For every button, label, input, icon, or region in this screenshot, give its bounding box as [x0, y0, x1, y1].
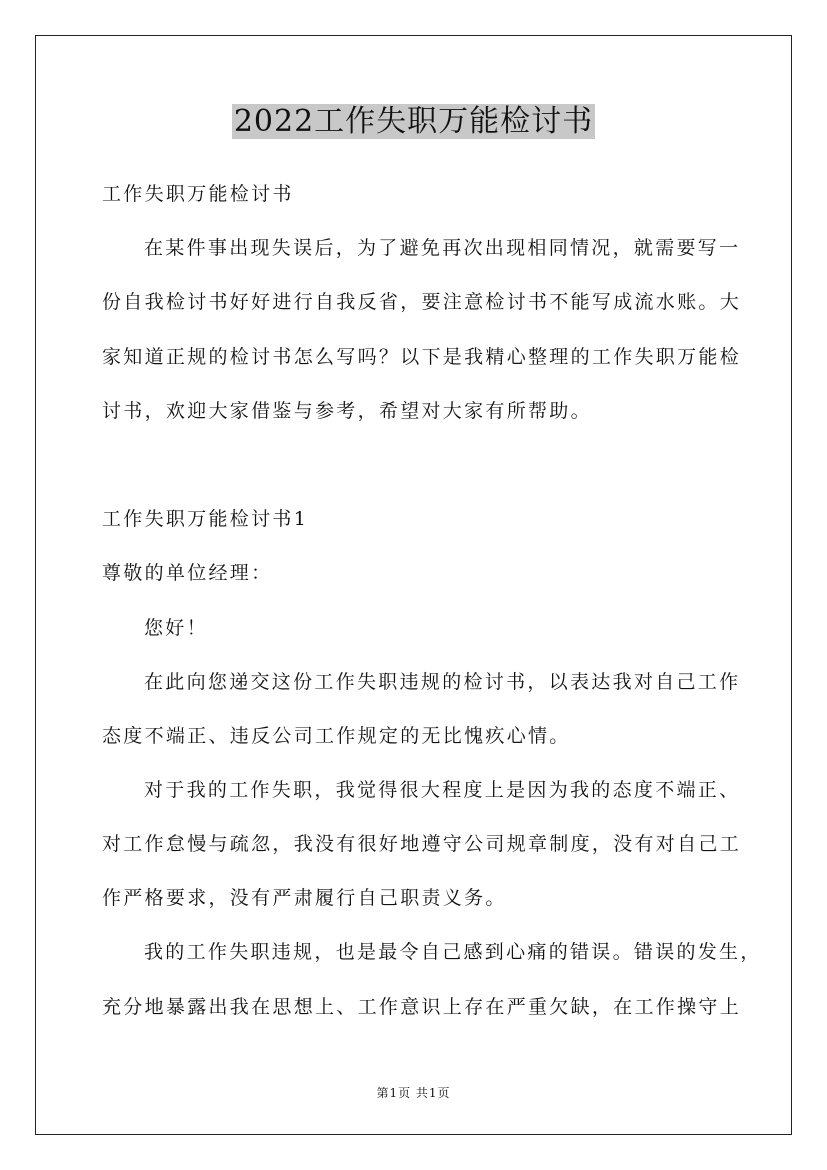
document-title: 2022工作失职万能检讨书 — [233, 104, 594, 139]
para3-line-1: 我的工作失职违规，也是最令自己感到心痛的错误。错误的发生， — [144, 941, 762, 963]
para3-line-2: 充分地暴露出我在思想上、工作意识上存在严重欠缺，在工作操守上 — [102, 996, 742, 1018]
para1-line-1: 在此向您递交这份工作失职违规的检讨书，以表达我对自己工作 — [144, 671, 741, 693]
intro-line-1: 在某件事出现失误后，为了避免再次出现相同情况，就需要写一 — [144, 237, 741, 259]
intro-line-3: 家知道正规的检讨书怎么写吗？以下是我精心整理的工作失职万能检 — [102, 346, 742, 368]
para2-line-3: 作严格要求，没有严肃履行自己职责义务。 — [102, 887, 507, 909]
intro-line-4: 讨书，欢迎大家借鉴与参考，希望对大家有所帮助。 — [102, 400, 592, 422]
document-subtitle: 工作失职万能检讨书 — [102, 183, 294, 205]
greeting: 您好！ — [144, 617, 208, 639]
section-title: 工作失职万能检讨书1 — [102, 508, 309, 530]
para1-line-2: 态度不端正、违反公司工作规定的无比愧疚心情。 — [102, 725, 571, 747]
intro-line-2: 份自我检讨书好好进行自我反省，要注意检讨书不能写成流水账。大 — [102, 291, 742, 313]
para2-line-2: 对工作怠慢与疏忽，我没有很好地遵守公司规章制度，没有对自己工 — [102, 833, 742, 855]
page-footer: 第1页 共1页 — [376, 1086, 451, 1100]
para2-line-1: 对于我的工作失职，我觉得很大程度上是因为我的态度不端正、 — [144, 779, 741, 801]
salutation: 尊敬的单位经理： — [102, 562, 273, 584]
